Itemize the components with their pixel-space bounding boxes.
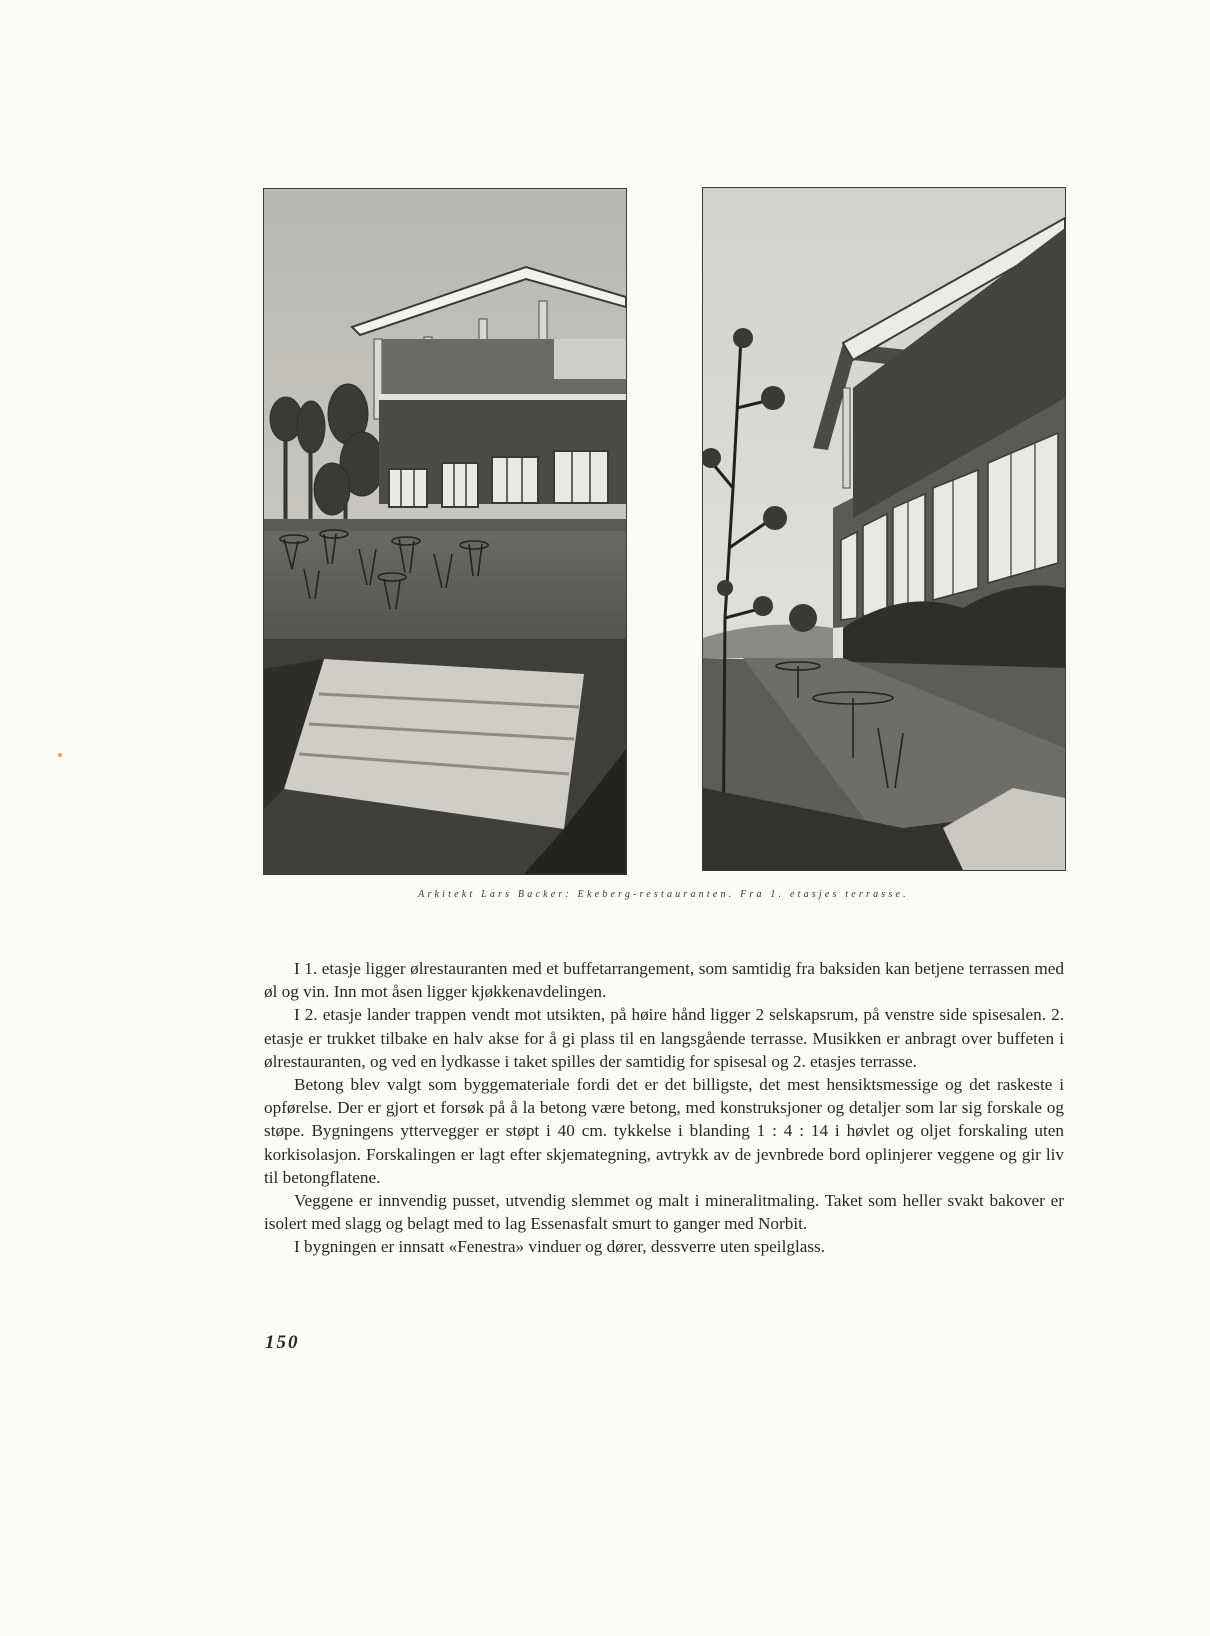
paper-spot bbox=[58, 753, 62, 757]
photo-restaurant-facade bbox=[702, 187, 1066, 871]
photo-caption: Arkitekt Lars Backer: Ekeberg-restauranten. Fra 1. etasjes terrasse. bbox=[418, 889, 909, 900]
photo-facade-illustration bbox=[703, 188, 1065, 870]
paragraph: I 1. etasje ligger ølrestauranten med et buffetarrangement, som samtidig fra baksiden kan betjene terrassen med øl og vin. Inn mot åsen ligger kjøkkenavdelingen. bbox=[264, 959, 1064, 1002]
photo-restaurant-terrace bbox=[263, 188, 627, 875]
paragraph: I 2. etasje lander trappen vendt mot utsikten, på høire hånd ligger 2 selskapsrum, på venstre side spisesalen. 2. etasje er trukket tilbake en halv akse for å gi plass til en langsgående terrasse. Musikken er anbragt over buffeten i ølrestauranten, og ved en lydkasse i taket spilles der samtidig for spisesal og 2. etasjes terrasse. bbox=[264, 1005, 1064, 1071]
paragraph: Veggene er innvendig pusset, utvendig slemmet og malt i mineralitmaling. Taket som heller svakt bakover er isolert med slagg og belagt med to lag Essenasfalt smurt to ganger med Norbit. bbox=[264, 1191, 1064, 1234]
photo-terrace-illustration bbox=[264, 189, 626, 874]
page-number: 150 bbox=[265, 1332, 300, 1353]
paragraph: Betong blev valgt som byggemateriale fordi det er det billigste, det mest hensiktsmessige og det raskeste i opførelse. Der er gjort et forsøk på å la betong være betong, med konstruksjoner og detaljer som lar sig forskale og støpe. Bygningens yttervegger er støpt i 40 cm. tykkelse i blanding 1 : 4 : 14 i høvlet og oljet forskaling uten korkisolasjon. Forskalingen er lagt efter skjemategning, avtrykk av de jevnbrede bord oplinjerer veggene og gir liv til betongflatene. bbox=[264, 1075, 1064, 1187]
paragraph: I bygningen er innsatt «Fenestra» vinduer og dører, dessverre uten speilglass. bbox=[294, 1237, 826, 1257]
article-body bbox=[264, 957, 1064, 1259]
